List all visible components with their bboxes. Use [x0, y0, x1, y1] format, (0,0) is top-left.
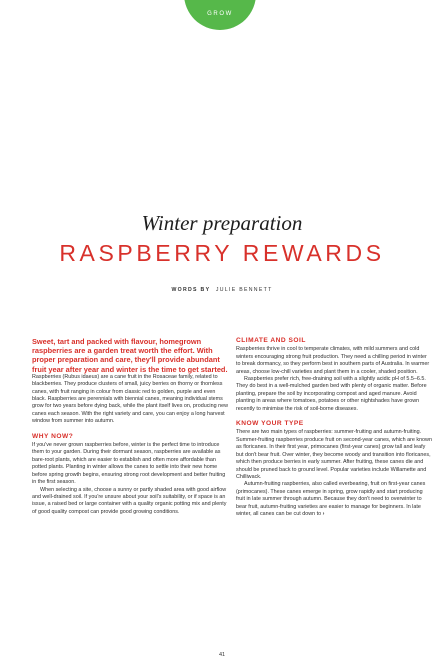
- type-paragraph-2-text: Autumn-fruiting raspberries, also called everbearing, fruit on first-year canes (primocanes). These canes emerge in spring, grow rapidly and start producing fruit in late summer through autumn. Because they don't need to overwinter to bear fruit, autumn-fruiting varieties are easier to manage for beginners. In late winter, all canes can be cut down to: [236, 481, 426, 517]
- type-paragraph-1: There are two main types of raspberries: summer-fruiting and autumn-fruiting. Summer-fruiting raspberries produce fruit on second-year canes, which are known as floricanes. In their first year, primocanes (first-year canes) grow tall and leafy but don't bear fruit. Over winter, they become woody and transition into floricanes, which then produce berries in early summer. After fruiting, these canes die and should be pruned back to ground level. Popular varieties include Willamette and Chilliwack.: [236, 429, 432, 480]
- page-number: 41: [218, 652, 226, 658]
- byline-prefix: WORDS BY: [171, 287, 211, 293]
- why-now-paragraph-1: If you've never grown raspberries before, winter is the perfect time to introduce them to your garden. During their dormant season, raspberries are available as bare-root plants, which are easier to establish and often more affordable than potted plants. Planting in winter allows the canes to settle into their new home before spring growth begins, ensuring strong root development and better fruiting in the first season.: [32, 442, 226, 486]
- know-your-type-heading: KNOW YOUR TYPE: [236, 420, 304, 428]
- why-now-paragraph-2: When selecting a site, choose a sunny or partly shaded area with good airflow and well-drained soil. If you're unsure about your soil's suitability, or if space is an issue, a raised bed or large container with a quality organic potting mix and plenty of good quality compost can provide good growing conditions.: [32, 486, 227, 515]
- section-tab: [184, 0, 256, 30]
- type-paragraph-2: [236, 481, 432, 518]
- section-tab-label: GROW: [207, 11, 233, 17]
- intro-paragraph: Raspberries (Rubus idaeus) are a cane fruit in the Rosaceae family, related to blackberries. They produce clusters of small, juicy berries on thorny or thornless canes, with fruit ranging in colour from classic red to golden, purple and even black. Raspberries are perennials with biennial canes, meaning individual stems grow for two years before dying back, while the plant itself lives on, producing new canes each season. With the right variety and care, you can enjoy a long harvest window from summer into autumn.: [32, 373, 228, 425]
- climate-paragraph-1: Raspberries thrive in cool to temperate climates, with mild summers and cold winters encouraging strong fruit production. They need a chilling period in winter to break dormancy, so they perform best in southern parts of Australia. In warmer areas, choose low-chill varieties and plant them in a cooler, shaded position.: [236, 346, 430, 375]
- continue-arrow-icon: ›: [322, 510, 325, 517]
- climate-paragraph-2: Raspberries prefer rich, free-draining soil with a slightly acidic pH of 5.5–6.5. They do best in a well-mulched garden bed with plenty of organic matter. Before planting, prepare the soil by incorporating compost and aged manure. Avoid planting in areas where tomatoes, potatoes or other nightshades have grown recently to minimise the risk of soil-borne diseases.: [236, 376, 427, 412]
- left-column: [32, 337, 228, 516]
- climate-soil-heading: CLIMATE AND SOIL: [236, 337, 306, 344]
- byline-author: JULIE BENNETT: [215, 287, 273, 293]
- article-kicker: Winter preparation: [141, 211, 303, 235]
- right-column: [236, 337, 432, 518]
- why-now-heading: WHY NOW?: [32, 432, 74, 440]
- byline: [0, 287, 444, 293]
- article-title: RASPBERRY REWARDS: [59, 240, 385, 266]
- lead-paragraph: Sweet, tart and packed with flavour, homegrown raspberries are a garden treat worth the effort. With proper preparation and care, they'll provide abundant fruit year after year and winter is the time to get started.: [32, 337, 228, 374]
